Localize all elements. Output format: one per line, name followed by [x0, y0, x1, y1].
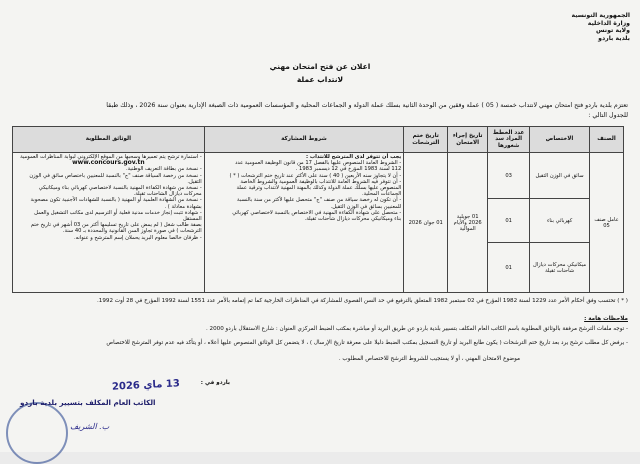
intro-line: تعتزم بلدية باردو فتح امتحان مهني لانتداب خمسة ( 05 ) عملة وفقين من الوحدة الثانية بسلك عملة الدولة و الجماعات المحلية و المؤسسات العمومية ذات الصبغة الإدارية بعنوان سنة 2026 ، وذلك طبقا: [106, 102, 628, 109]
document-line: محركات ديازال الشاحنات ثقيلة.: [133, 191, 202, 198]
age-note: ( * ) تحتسب وفق أحكام الأمر عدد 1229 لسنة 1982 المؤرخ في 02 سبتمبر 1982 المتعلق بالترفيع في حد السن القصوى للمشاركة في المناظرات الخارجية كما تم إتمامه بالأمر عدد 1551 لسنة 1992 المؤرخ في 28 أوت 1992.: [97, 298, 628, 304]
count-cell: 03: [488, 153, 530, 199]
class-cell: عامل صنف 05: [590, 153, 624, 293]
letterhead-line: ولاية تونس: [596, 27, 630, 35]
signatory-name: ب. الشريف: [70, 422, 110, 431]
letterhead-line: وزارة الداخلية: [587, 19, 630, 27]
document-line: - نسخة من بطاقة التعريف الوطنية.: [125, 166, 202, 173]
document-line: - نسخة من شهادة الكفاءة المهنية بالنسبة لاختصاصي كهربائي بناء وميكانيكي: [38, 185, 202, 192]
count-cell: 01: [488, 243, 530, 293]
condition-line: - أن تتوفر فيه الشروط العامة للانتداب بالوظيفة العمومية والشروط الخاصة: [240, 178, 402, 185]
document-line: - نسخة من رخصة السياقة صنف "ج" بالنسبة للمعنيين باختصاص سائق في الوزن: [29, 172, 202, 179]
condition-line: للمعنيين بسائق في الوزن الثقيل.: [330, 203, 402, 210]
condition-line: 112 لسنة 1983 المؤرخ في 12 ديسمبر 1983 .: [295, 166, 402, 173]
official-seal: [6, 402, 68, 464]
announcement-title: اعلان عن فتح امتحان مهني: [269, 62, 371, 71]
header-count: عدد الخطط المراد سد شغورها: [488, 127, 530, 153]
condition-line: بناء وميكانيكي محركات ديازال شاحنات ثقيلة.: [304, 216, 402, 223]
date-stamp: 13 ماي 2026: [111, 378, 181, 393]
note-item: موضوع الامتحان المهني ، أو لا يستجيب للشروط الترشح للاختصاص المطلوب .: [338, 356, 520, 362]
document-line: الثقيل.: [187, 178, 202, 185]
condition-line: يجب أن تتوفر لدى المترشح للانتداب :: [305, 154, 402, 160]
document-line: - نسخة من الشهادة العلمية أو المهنية ( بالنسبة للشهادات الأجنبية تكون مصحوبة: [30, 197, 202, 204]
condition-line: - الشروط العامة المنصوص عليها بالفصل 17 من قانون الوظيفة العمومية عدد: [235, 160, 402, 167]
document-line: www.concours.gov.tn: [72, 159, 145, 167]
deadline-cell: 01 جوان 2026: [404, 153, 448, 293]
document-line: - استمارة ترشح يتم تعميرها وسحبها من الموقع الإلكتروني لبوابة المناظرات العمومية: [20, 154, 202, 160]
condition-line: الجماعات المحلية.: [362, 191, 402, 198]
letterhead-line: بلدية باردو: [598, 34, 630, 42]
letterhead: [571, 12, 630, 42]
announcement-subtitle: لانتداب عملة: [296, 75, 344, 84]
header-documents: الوثائق المطلوبة: [13, 127, 205, 153]
conditions-cell: [204, 153, 404, 293]
specialty-cell: سائق في الوزن الثقيل: [530, 153, 590, 199]
header-class: الصنف: [590, 127, 624, 153]
positions-table: [12, 126, 624, 293]
signatory-title: الكاتب العام المكلف بتسيير بلدية باردو: [20, 398, 156, 407]
condition-line: - متحصل على شهادة الكفاءة المهنية في الاختصاص بالنسبة لاختصاصي كهربائي: [232, 209, 402, 216]
document-line: - شهادة تثبت إنجاز خدمات مدنية فعلية أو الترسيم لدى مكاتب التشغيل والعمل المستقل: [34, 209, 202, 223]
note-item: - توجه ملفات الترشح مرفقة بالوثائق المطلوبة باسم الكاتب العام المكلف بتسيير بلدية باردو عن طريق البريد أو مباشرة بمكتب الضبط المركزي العنوان : شارع الاستقلال باردو 2000 .: [205, 326, 628, 332]
document-line: - ظرفان خالصا معلوم البريد يحملان إسم المترشح و عنوانه.: [73, 234, 202, 241]
count-cell: 01: [488, 199, 530, 243]
intro-paragraph: [10, 101, 628, 121]
document-line: بصفة طالب شغل ( لم يمض على تاريخ تسليمها أكثر من 03 أشهر في تاريخ ختم: [30, 222, 202, 229]
document-line: الترشحات ) في صورة تجاوز السن القانونية والمحددة بـ 40 سنة.: [62, 228, 202, 235]
condition-line: المنصوص عليها بسلك عملة الدولة وكذلك بالمهنة المهنية لانتداب وترقية عملة: [236, 185, 402, 192]
condition-line: - أن تكون له رخصة سياقة من صنف "ج" متحصل عليها لأكثر من سنة بالنسبة: [237, 197, 402, 204]
header-conditions: شروط المشاركة: [204, 127, 404, 153]
specialty-cell: ميكانيكي محركات ديازال شاحنات ثقيلة: [530, 243, 590, 293]
exam-date-cell: 01 جويلية 2026 والأيام الموالية: [448, 153, 488, 293]
document-line: بشهادة معادلة ) .: [164, 203, 202, 210]
header-exam-date: تاريخ إجراء الامتحان: [448, 127, 488, 153]
header-specialty: الاختصاص: [530, 127, 590, 153]
specialty-cell: كهربائي بناء: [530, 199, 590, 243]
header-deadline: تاريخ ختم الترشحات: [404, 127, 448, 153]
intro-line: للجدول التالي :: [588, 112, 628, 119]
condition-line: - أن لا يتجاوز سنه الأربعين ( 40 ) سنة على الأكثر عند تاريخ ختم الترشحات ( * ): [229, 172, 402, 179]
letterhead-line: الجمهورية التونسية: [571, 12, 630, 19]
notes-heading: ملاحظات هامة :: [584, 316, 628, 322]
documents-cell: [13, 153, 205, 293]
note-item: - يرفض كل مطلب ترشح يرد بعد تاريخ ختم الترشحات ( يكون طابع البريد أو تاريخ التسجيل بمكتب الضبط دليلا على معرفة تاريخ الإرسال ) ، لا يتضمن كل الوثائق المنصوص عليها أعلاه ، أو يتأكد فيه عدم توفر المترشح للاختصاص: [106, 340, 628, 346]
signature-place: باردو في :: [200, 380, 230, 386]
